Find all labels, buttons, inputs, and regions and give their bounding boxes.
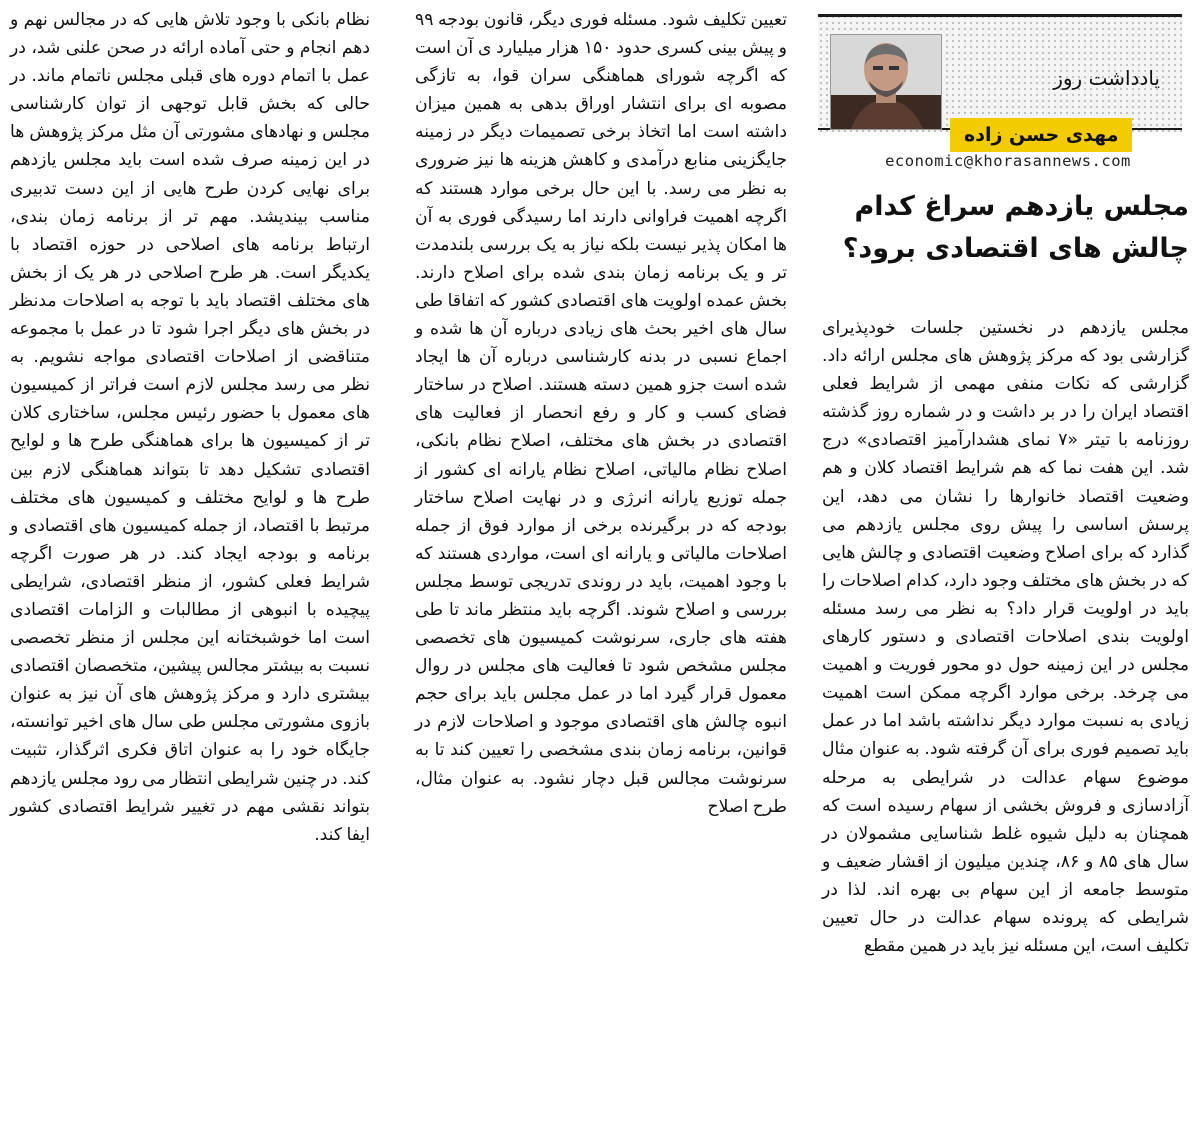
article-column-right [822, 314, 1189, 960]
article-column-middle [415, 6, 787, 821]
article-headline: مجلس یازدهم سراغ کدام چالش های اقتصادی برود؟ [842, 191, 1189, 264]
author-portrait-icon [831, 35, 941, 129]
author-email[interactable]: economic@khorasannews.com [885, 152, 1131, 170]
author-photo [830, 34, 942, 130]
header-rule-top [818, 14, 1182, 17]
column-header [818, 14, 1182, 149]
article-column-left [10, 6, 370, 849]
column-text-left: نظام بانکی با وجود تلاش هایی که در مجالس نهم و دهم انجام و حتی آماده ارائه در صحن علنی شد، در عمل با اتمام دوره های قبلی مجلس ناتمام ماند. در حالی که بخش قابل توجهی از توان کارشناسی مجلس و نهادهای مشورتی آن مثل مرکز پژوهش ها در این زمینه صرف شده است باید مجلس یازدهم برای نهایی کردن طرح هایی از این دست تدبیری مناسب بیندیشد. مهم تر از برنامه زمان بندی، ارتباط برنامه های اصلاحی در حوزه اقتصاد با یکدیگر است. هر طرح اصلاحی در هر یک از بخش های مختلف اقتصاد باید با توجه به اصلاحات مدنظر در بخش های دیگر اجرا شود تا در عمل با مجموعه متناقضی از اصلاحات اقتصادی مواجه نشویم. به نظر می رسد مجلس لازم است فراتر از کمیسیون های معمول با حضور رئیس مجلس، ساختاری کلان تر از کمیسیون ها برای هماهنگی طرح ها و لوایح اقتصادی تشکیل دهد تا بتواند هماهنگی لازم بین طرح ها و لوایح مختلف و کمیسیون های مختلف مرتبط با اقتصاد، از جمله کمیسیون های اقتصادی و برنامه و بودجه ایجاد کند. در هر صورت اگرچه شرایط فعلی کشور، از منظر اقتصادی، شرایطی پیچیده با انبوهی از مطالبات و الزامات اقتصادی است اما خوشبختانه این مجلس از منظر تخصصی نسبت به بیشتر مجالس پیشین، متخصصان اقتصادی بیشتری دارد و مرکز پژوهش های آن نیز به عنوان بازوی مشورتی مجلس طی سال های اخیر توانسته، جایگاه خود را به عنوان اتاق فکری اثرگذار، تثبیت کند. در چنین شرایطی انتظار می رود مجلس یازدهم بتواند نقشی مهم در تغییر شرایط اقتصادی کشور ایفا کند. [9, 10, 370, 845]
column-label: یادداشت روز [1053, 66, 1160, 90]
author-name: مهدی حسن زاده [950, 118, 1132, 152]
column-text-middle: تعیین تکلیف شود. مسئله فوری دیگر، قانون بودجه ۹۹ و پیش بینی کسری حدود ۱۵۰ هزار میلیارد ی آن است که اگرچه شورای هماهنگی سران قوا، به تازگی مصوبه ای برای انتشار اوراق بدهی به همین میزان داشته است اما اتخاذ برخی تصمیمات دیگر در زمینه جایگزینی منابع درآمدی و کاهش هزینه ها نیز ضروری به نظر می رسد. با این حال برخی موارد هستند که اگرچه اهمیت فراوانی دارند اما رسیدگی فوری به آن ها امکان پذیر نیست بلکه نیاز به یک بررسی بلندمدت تر و یک برنامه زمان بندی شده برای اصلاح دارند. بخش عمده اولویت های اقتصادی کشور که اتفاقا طی سال های اخیر بحث های زیادی درباره آن ها شده و اجماع نسبی در بدنه کارشناسی درباره آن ها ایجاد شده است جزو همین دسته هستند. اصلاح در ساختار فضای کسب و کار و رفع انحصار از فعالیت های اقتصادی در بخش های مختلف، اصلاح نظام بانکی، اصلاح نظام مالیاتی، اصلاح نظام یارانه ای کشور از جمله توزیع یارانه انرژی و در نهایت اصلاح ساختار بودجه که در برگیرنده برخی از موارد فوق از جمله اصلاحات مالیاتی و یارانه ای است، مواردی هستند که با وجود اهمیت، باید در روندی تدریجی توسط مجلس بررسی و اصلاح شوند. اگرچه باید منتظر ماند تا طی هفته های جاری، سرنوشت کمیسیون های تخصصی مجلس مشخص شود تا فعالیت های مجلس در روال معمول قرار گیرد اما در عمل مجلس باید برای حجم انبوه چالش های اقتصادی موجود و اصلاحات لازم در قوانین، برنامه زمان بندی مشخصی را تعیین کند تا به سرنوشت مجالس قبل دچار نشود. به عنوان مثال، طرح اصلاح [415, 10, 787, 817]
column-text-right: مجلس یازدهم در نخستین جلسات خودپذیرای گزارشی بود که مرکز پژوهش های مجلس ارائه داد. گزارشی که نکات منفی مهمی از شرایط فعلی اقتصاد ایران را در بر داشت و در شماره روز گذشته روزنامه با تیتر «۷ نمای هشدارآمیز اقتصادی» درج شد. این هفت نما که هم شرایط اقتصاد کلان و هم وضعیت اقتصاد خانوارها را نشان می دهد، این پرسش اساسی را پیش روی مجلس یازدهم می گذارد که برای اصلاح وضعیت اقتصادی و چالش هایی که در بخش های مختلف وجود دارد، کدام اصلاحات را باید در اولویت قرار داد؟ به نظر می رسد مسئله اولویت بندی اصلاحات اقتصادی و دستور کارهای مجلس در این زمینه حول دو محور فوریت و اهمیت می چرخد. برخی موارد اگرچه ممکن است اهمیت زیادی به نسبت موارد دیگر نداشته باشد اما در عمل باید تصمیم فوری برای آن گرفته شود. به عنوان مثال موضوع سهام عدالت در شرایطی به مرحله آزادسازی و فروش بخشی از سهام رسیده است که همچنان به دلیل شیوه غلط شناسایی مشمولان در سال های ۸۵ و ۸۶، چندین میلیون از اقشار ضعیف و متوسط جامعه از این سهام بی بهره اند. لذا در شرایطی که پرونده سهام عدالت در حال تعیین تکلیف است، این مسئله نیز باید در همین مقطع [822, 318, 1189, 957]
